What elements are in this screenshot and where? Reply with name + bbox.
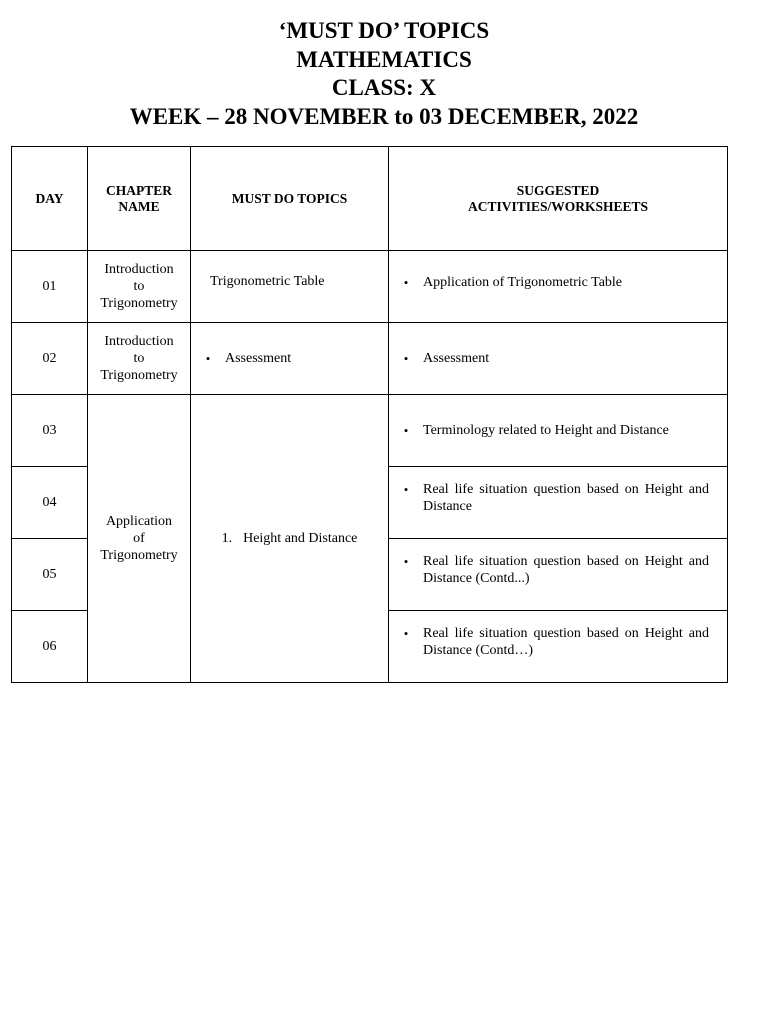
chapter-cell bbox=[88, 251, 191, 323]
chapter-line: Trigonometry bbox=[100, 296, 178, 311]
header-activities-line2: ACTIVITIES/WORKSHEETS bbox=[467, 198, 649, 214]
activity-cell bbox=[389, 467, 728, 539]
day-cell: 06 bbox=[12, 611, 88, 683]
chapter-line: Introduction bbox=[104, 262, 174, 277]
title-subject: MATHEMATICS bbox=[296, 46, 472, 72]
header-chapter-line2: NAME bbox=[118, 198, 160, 214]
header-suggested-activities bbox=[389, 147, 728, 251]
bullet-icon: • bbox=[403, 553, 409, 569]
activity-cell bbox=[389, 611, 728, 683]
chapter-cell-merged bbox=[88, 395, 191, 683]
activity-cell bbox=[389, 539, 728, 611]
topic-text: Height and Distance bbox=[243, 531, 358, 546]
bullet-icon: • bbox=[403, 351, 409, 366]
activity-item bbox=[389, 274, 727, 291]
chapter-line: of bbox=[133, 531, 145, 546]
chapter-line: Application bbox=[105, 514, 173, 529]
document-title bbox=[0, 17, 768, 131]
bullet-icon: • bbox=[205, 351, 211, 366]
topic-item bbox=[191, 350, 388, 367]
chapter-line: to bbox=[133, 279, 145, 294]
topic-number: 1. bbox=[221, 531, 233, 546]
table-header-row bbox=[12, 147, 728, 251]
activity-item bbox=[389, 350, 727, 367]
bullet-icon: • bbox=[403, 423, 409, 438]
activity-item bbox=[389, 625, 727, 659]
activity-item bbox=[389, 553, 727, 587]
header-chapter-line1: CHAPTER bbox=[105, 182, 172, 198]
day-cell: 02 bbox=[12, 323, 88, 395]
bullet-icon: • bbox=[403, 482, 409, 497]
topic-item bbox=[191, 530, 388, 547]
day-cell: 04 bbox=[12, 467, 88, 539]
chapter-line: Trigonometry bbox=[100, 548, 178, 563]
bullet-icon: • bbox=[403, 625, 409, 641]
header-activities-line1: SUGGESTED bbox=[516, 182, 600, 198]
table-row bbox=[12, 395, 728, 467]
chapter-line: Introduction bbox=[104, 334, 174, 349]
topic-text: Trigonometric Table bbox=[210, 274, 325, 289]
bullet-icon: • bbox=[403, 275, 409, 290]
activity-text: Real life situation question based on Height and Distance bbox=[423, 482, 709, 514]
activity-text: Assessment bbox=[423, 351, 490, 366]
title-must-do-topics: ‘MUST DO’ TOPICS bbox=[278, 18, 490, 43]
header-must-do-topics: MUST DO TOPICS bbox=[191, 147, 389, 251]
topic-cell bbox=[191, 323, 389, 395]
topics-table bbox=[11, 146, 728, 683]
table-row bbox=[12, 251, 728, 323]
activity-item bbox=[389, 422, 727, 439]
activity-cell bbox=[389, 395, 728, 467]
day-cell: 03 bbox=[12, 395, 88, 467]
title-class: CLASS: X bbox=[331, 75, 437, 100]
activity-text: Application of Trigonometric Table bbox=[423, 275, 623, 290]
activity-cell bbox=[389, 323, 728, 395]
topic-cell-merged bbox=[191, 395, 389, 683]
header-chapter-name bbox=[88, 147, 191, 251]
activity-text: Real life situation question based on Height and Distance (Contd...) bbox=[423, 553, 709, 586]
topic-cell bbox=[191, 251, 389, 323]
activity-item bbox=[389, 481, 727, 515]
topic-text: Assessment bbox=[225, 351, 292, 366]
day-cell: 01 bbox=[12, 251, 88, 323]
chapter-line: to bbox=[133, 351, 145, 366]
chapter-cell bbox=[88, 323, 191, 395]
table-row bbox=[12, 323, 728, 395]
title-week: WEEK – 28 NOVEMBER to 03 DECEMBER, 2022 bbox=[129, 103, 639, 129]
activity-cell bbox=[389, 251, 728, 323]
day-cell: 05 bbox=[12, 539, 88, 611]
chapter-line: Trigonometry bbox=[100, 368, 178, 383]
header-day: DAY bbox=[12, 147, 88, 251]
activity-text: Real life situation question based on Height and Distance (Contd…) bbox=[423, 625, 709, 658]
activity-text: Terminology related to Height and Distance bbox=[423, 423, 669, 438]
